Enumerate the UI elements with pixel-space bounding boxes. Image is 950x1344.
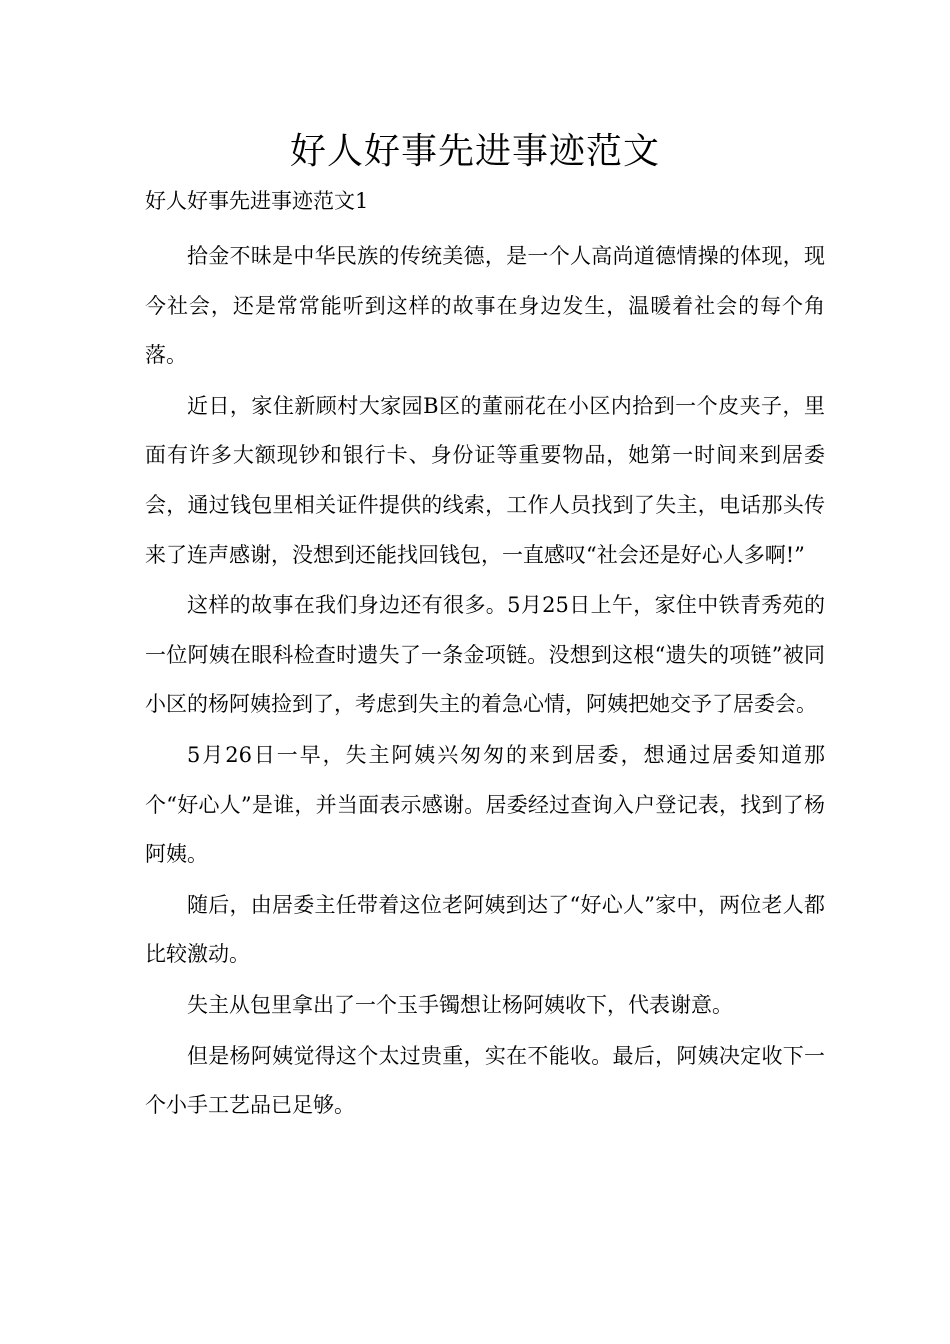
paragraph-7: 但是杨阿姨觉得这个太过贵重，实在不能收。最后，阿姨决定收下一个小手工艺品已足够。: [145, 1043, 825, 1118]
paragraph-5: 随后，由居委主任带着这位老阿姨到达了“好心人”家中，两位老人都比较激动。: [145, 892, 825, 967]
paragraph-2: 近日，家住新顾村大家园B区的董丽花在小区内拾到一个皮夹子，里面有许多大额现钞和银行卡、身份证等重要物品，她第一时间来到居委会，通过钱包里相关证件提供的线索，工作人员找到了失主，电话那头传来了连声感谢，没想到还能找回钱包，一直感叹“社会还是好心人多啊!”: [145, 393, 825, 567]
page-title: 好人好事先进事迹范文: [289, 131, 660, 172]
section-heading: 好人好事先进事迹范文1: [145, 189, 369, 213]
paragraph-1: 拾金不昧是中华民族的传统美德，是一个人高尚道德情操的体现，现今社会，还是常常能听到这样的故事在身边发生，温暖着社会的每个角落。: [145, 244, 825, 368]
document-body: [145, 232, 825, 1132]
paragraph-4: 5月26日一早，失主阿姨兴匆匆的来到居委，想通过居委知道那个“好心人”是谁，并当面表示感谢。居委经过查询入户登记表，找到了杨阿姨。: [145, 742, 825, 867]
paragraph-3: 这样的故事在我们身边还有很多。5月25日上午，家住中铁青秀苑的一位阿姨在眼科检查时遗失了一条金项链。没想到这根“遗失的项链”被同小区的杨阿姨捡到了，考虑到失主的着急心情，阿姨把她交予了居委会。: [145, 593, 825, 717]
paragraph-6: 失主从包里拿出了一个玉手镯想让杨阿姨收下，代表谢意。: [187, 992, 733, 1017]
